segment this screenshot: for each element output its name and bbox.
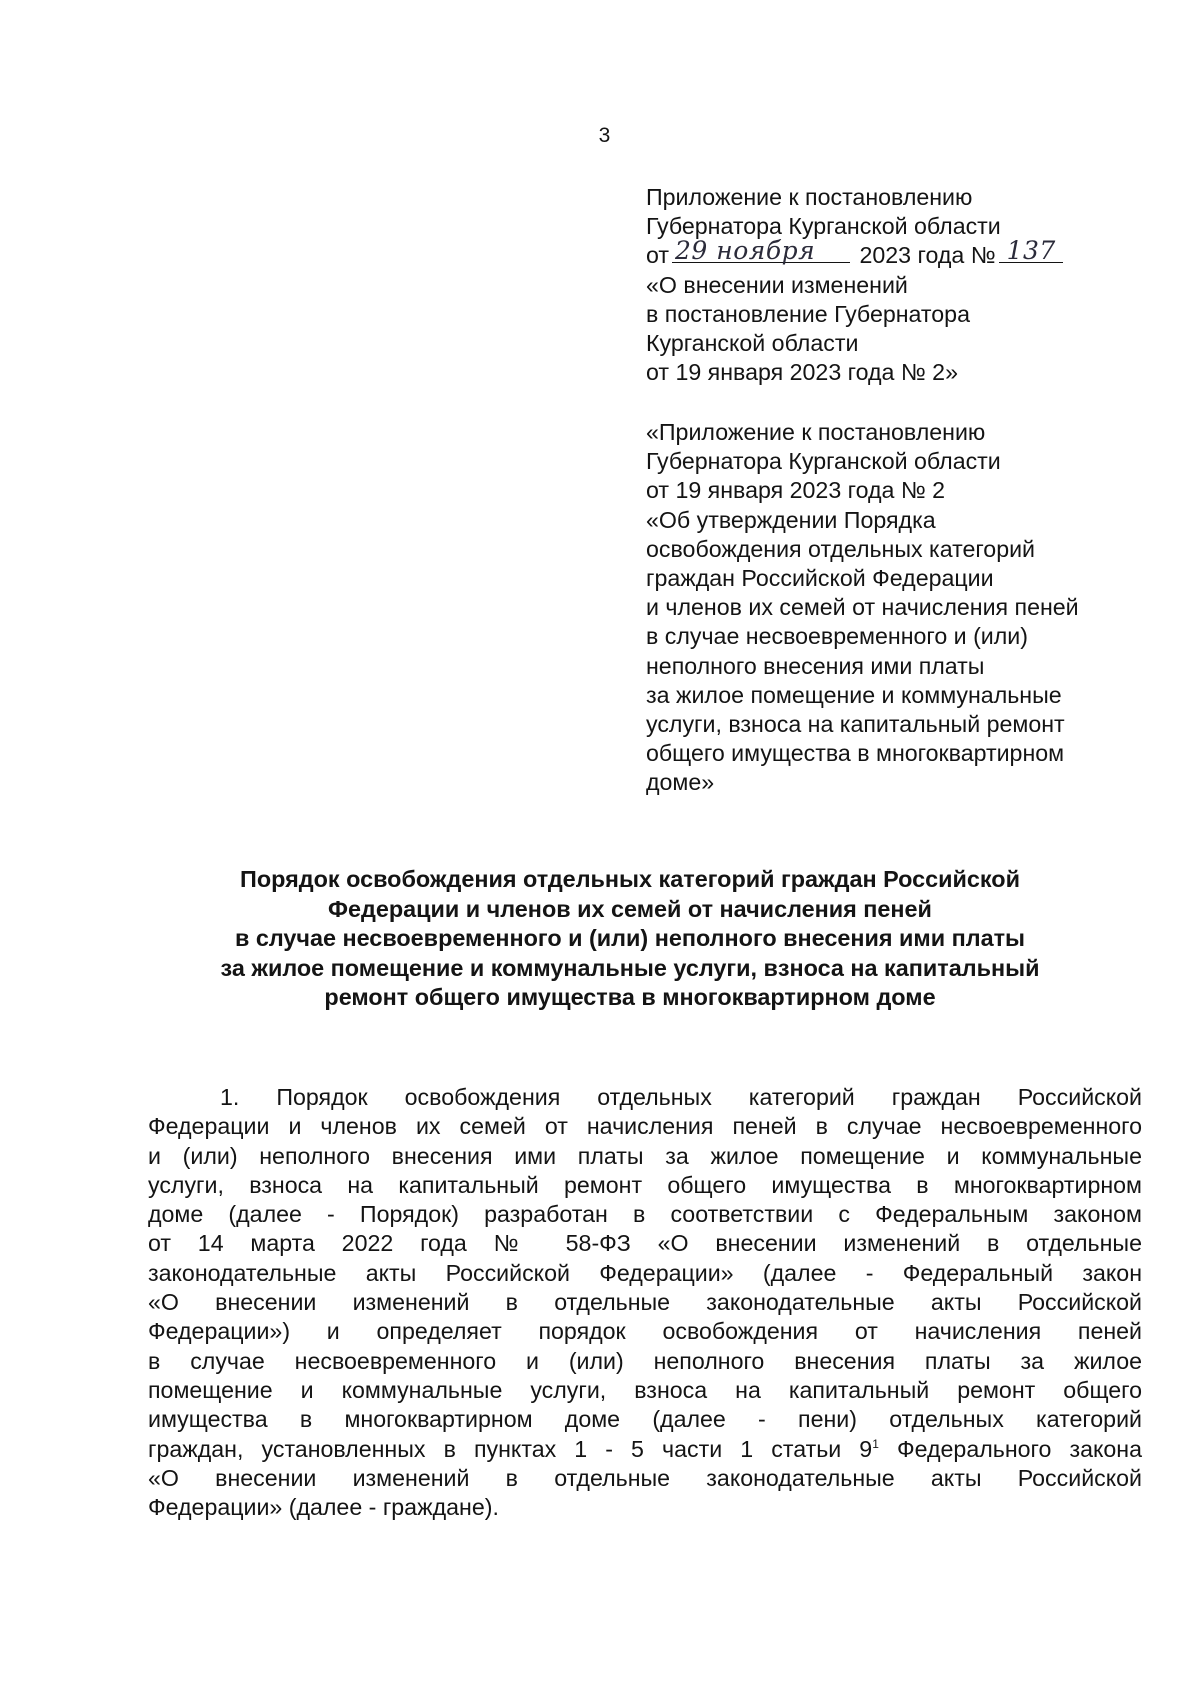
quoted-appendix-line: «Об утверждении Порядка (646, 506, 936, 533)
quoted-appendix-line: неполного внесения ими платы (646, 652, 985, 679)
appendix-line-2: Губернатора Курганской области (646, 213, 1001, 240)
appendix-line-6: Курганской области (646, 330, 859, 357)
paragraph-line: Федерации и членов их семей от начисления пеней в случае несвоевременного (148, 1113, 1142, 1140)
quoted-appendix-line: от 19 января 2023 года № 2 (646, 477, 946, 504)
paragraph-line: 1. Порядок освобождения отдельных категорий граждан Российской (220, 1084, 1142, 1110)
date-year: 2023 года № (859, 242, 996, 269)
document-title (150, 865, 1110, 1013)
paragraph-line: доме (далее - Порядок) разработан в соответствии с Федеральным законом (148, 1201, 1142, 1228)
title-line: Порядок освобождения отдельных категорий граждан Российской (240, 866, 1020, 892)
quoted-appendix-line: и членов их семей от начисления пеней (646, 594, 1079, 621)
paragraph-line: законодательные акты Российской Федерации» (далее - Федеральный закон (148, 1259, 1142, 1286)
appendix-line-5: в постановление Губернатора (646, 300, 970, 327)
date-prefix: от (646, 242, 670, 269)
appendix-line-1: Приложение к постановлению (646, 184, 973, 210)
paragraph-line: Федерации» (далее - граждане). (148, 1494, 499, 1521)
title-line: Федерации и членов их семей от начисления пеней (328, 895, 932, 922)
quoted-appendix-line: доме» (646, 769, 715, 796)
handwritten-date-field (672, 236, 850, 266)
quoted-appendix-line: граждан Российской Федерации (646, 565, 994, 592)
text-fragment: Федерального закона (878, 1435, 1142, 1462)
handwritten-number-field (999, 236, 1063, 266)
title-line: за жилое помещение и коммунальные услуги, взноса на капитальный (220, 954, 1040, 981)
paragraph-1 (148, 1083, 1142, 1522)
appendix-date-line (646, 236, 1156, 270)
paragraph-line: «О внесении изменений в отдельные законодательные акты Российской (148, 1289, 1142, 1316)
paragraph-line: и (или) неполного внесения ими платы за жилое помещение и коммунальные (148, 1142, 1142, 1169)
paragraph-line: в случае несвоевременного и (или) неполного внесения платы за жилое (148, 1347, 1142, 1374)
quoted-appendix-line: в случае несвоевременного и (или) (646, 623, 1028, 650)
paragraph-line: Федерации») и определяет порядок освобождения от начисления пеней (148, 1318, 1142, 1345)
quoted-appendix-line: общего имущества в многоквартирном (646, 740, 1065, 767)
paragraph-line-with-superscript (148, 1435, 1142, 1464)
title-line: ремонт общего имущества в многоквартирном доме (324, 984, 936, 1011)
appendix-header (646, 183, 1156, 387)
page-number: 3 (598, 124, 611, 147)
text-fragment: граждан, установленных в пунктах 1 - 5 части 1 статьи 9 (148, 1435, 873, 1462)
appendix-line-4: «О внесении изменений (646, 271, 908, 298)
paragraph-line: имущества в многоквартирном доме (далее - пени) отдельных категорий (148, 1406, 1142, 1433)
quoted-appendix (646, 418, 1156, 798)
quoted-appendix-line: за жилое помещение и коммунальные (646, 681, 1062, 708)
paragraph-line: услуги, взноса на капитальный ремонт общего имущества в многоквартирном (148, 1171, 1142, 1198)
paragraph-line: «О внесении изменений в отдельные законодательные акты Российской (148, 1464, 1142, 1491)
quoted-appendix-line: освобождения отдельных категорий (646, 535, 1036, 562)
article-superscript: 1 (872, 1436, 879, 1451)
quoted-appendix-line: Губернатора Курганской области (646, 448, 1001, 475)
title-line: в случае несвоевременного и (или) неполного внесения ими платы (234, 925, 1026, 952)
paragraph-line: помещение и коммунальные услуги, взноса на капитальный ремонт общего (148, 1376, 1142, 1403)
quoted-appendix-line: услуги, взноса на капитальный ремонт (646, 711, 1065, 738)
handwritten-date: 29 ноября (675, 236, 816, 266)
paragraph-line: от 14 марта 2022 года № 58-ФЗ «О внесении изменений в отдельные (148, 1230, 1142, 1257)
handwritten-number: 137 (1006, 236, 1056, 266)
quoted-appendix-line: «Приложение к постановлению (646, 419, 986, 445)
appendix-line-7: от 19 января 2023 года № 2» (646, 359, 958, 386)
